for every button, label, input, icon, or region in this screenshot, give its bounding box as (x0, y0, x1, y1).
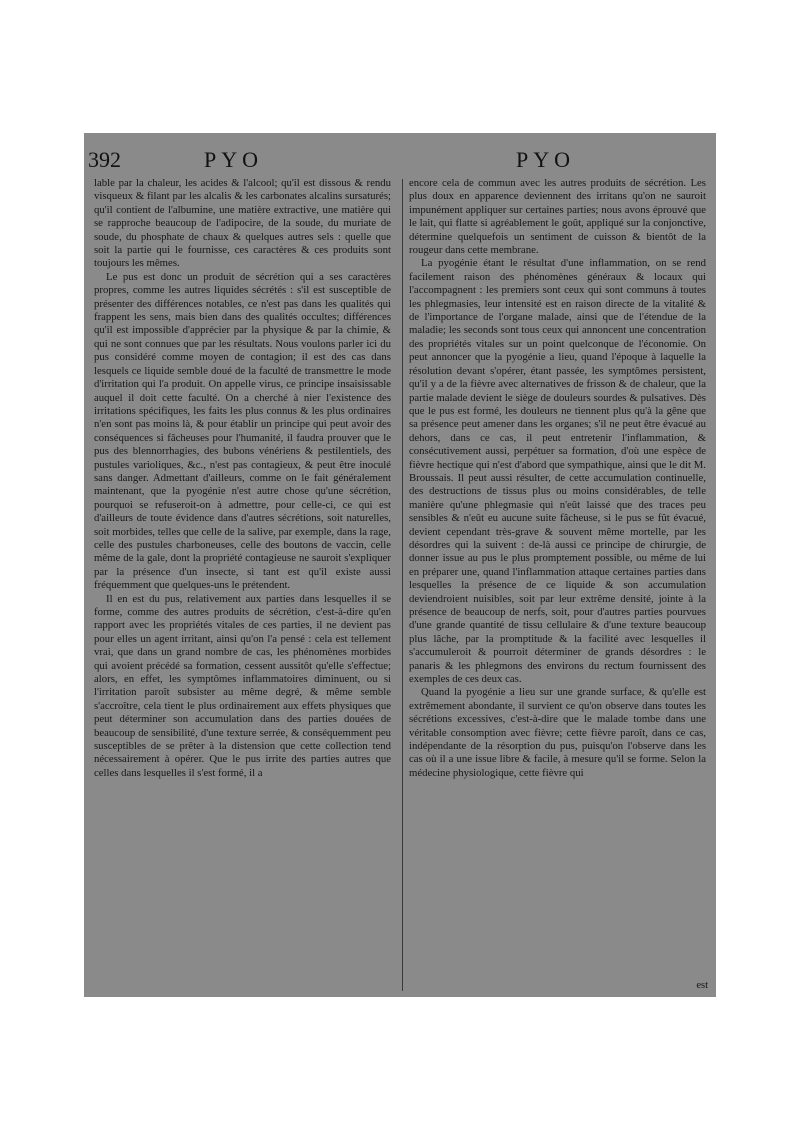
paragraph: Il en est du pus, relativement aux parties dans lesquelles il se forme, comme des autres produits de sécrétion, c'est-à-dire qu'en rapport avec les propriétés vitales de ces parties, il ne devient pas pour elles un agent irritant, ainsi qu'on l'a pensé : cela est tellement vrai, que dans un grand nombre de cas, les phénomènes morbides qui avoient précédé sa formation, cessent aussitôt qu'elle s'effectue; alors, en effet, les symptômes inflammatoires diminuent, ou si l'irritation paroît subsister au même degré, & même semble s'accroître, cela tient le plus ordinairement aux effets physiques que peut déterminer son accumulation dans des parties douées de beaucoup de sensibilité, d'une texture serrée, & conséquemment peu susceptibles de se prêter à la distension que cette collection tend nécessairement à opérer. Que le pus irrite des parties autres que celles dans lesquelles il s'est formé, il a (94, 592, 391, 779)
left-column (94, 177, 391, 989)
paragraph: encore cela de commun avec les autres produits de sécrétion. Les plus doux en apparence deviennent des irritans qu'on ne sauroit impunément appliquer sur certaines parties; nous avons éprouvé que le lait, qui flatte si agréablement le goût, appliqué sur la conjonctive, détermine quelquefois un sentiment de cuisson & bientôt de la rougeur dans cette membrane. (409, 177, 706, 257)
running-head-right: PYO (516, 147, 576, 172)
column-divider (402, 179, 403, 991)
paragraph: lable par la chaleur, les acides & l'alcool; qu'il est dissous & rendu visqueux & filant par les alcalis & les carbonates alcalins sursaturés; qu'il contient de l'albumine, une matière extractive, une matière qui se rapproche beaucoup de l'adipocire, de la soude, du muriate de soude, du phosphate de chaux & quelques autres sels : quelle que soit la partie qui le fournisse, ces caractères & ces produits sont toujours les mêmes. (94, 177, 391, 270)
page-header (84, 147, 716, 175)
paragraph: La pyogénie étant le résultat d'une inflammation, on se rend facilement raison des phénomènes généraux & locaux qui l'accompagnent : les premiers sont ceux qui sont communs à toutes les phlegmasies, leur intensité est en raison directe de la vitalité & de l'importance de l'organe malade, ainsi que de l'étendue de la maladie; les seconds sont tous ceux qui annoncent une concentration des propriétés vitales sur un point quelconque de l'économie. On peut annoncer que la pyogénie a lieu, quand l'époque à laquelle la résolution devant s'opérer, étant passée, les symptômes persistent, qu'il y a de la fièvre avec alternatives de frisson & de chaleur, que la partie malade devient le siège de douleurs sourdes & pulsatives. Dès que le pus est formé, les douleurs ne tiennent plus qu'à la gêne que sa présence peut amener dans les organes; s'il ne peut être évacué au dehors, dans ce cas, il peut entretenir l'inflammation, & consécutivement aussi, perpétuer sa formation, d'où une espèce de fièvre hectique qui n'est d'abord que sympathique, ainsi que le dit M. Broussais. Il peut aussi résulter, de cette accumulation continuelle, des destructions de tissus plus ou moins considérables, de telle manière qu'une phlegmasie qui n'eût laissé que des traces peu sensibles & n'eût eu aucune suite fâcheuse, si le pus se fût évacué, devient cependant très-grave & souvent même mortelle, par les désordres qui la suivent : de-là aussi ce principe de chirurgie, de donner issue au pus le plus promptement possible, ou même de lui en préparer une, quand l'inflammation attaque certaines parties dans lesquelles la présence de ce liquide & son accumulation deviendroient nuisibles, soit par leur extrême densité, jointe à la présence de beaucoup de nerfs, soit, pour d'autres parties pourvues d'une grande quantité de tissu cellulaire & d'une texture beaucoup plus lâche, par la promptitude & la facilité avec lesquelles il s'accumuleroit & pourroit déterminer de grands désordres : le panaris & les phlegmons des environs du rectum fournissent des exemples de ces deux cas. (409, 257, 706, 686)
catchword: est (696, 980, 708, 991)
paragraph: Le pus est donc un produit de sécrétion qui a ses caractères propres, comme les autres liquides sécrétés : s'il est susceptible de présenter des différences notables, ce n'est pas dans les qualités qui frappent les sens, mais bien dans des qualités occultes; différences qu'il est impossible d'apprécier par la physique & par la chimie, & qui ne sont connues que par les résultats. Nous voulons parler ici du pus considéré comme moyen de contagion; il est des cas dans lesquels ce liquide semble doué de la faculté de transmettre le mode d'irritation qui l'a produit. On appelle virus, ce principe insaisissable auquel il doit cette faculté. On a cherché à nier l'existence des irritations spécifiques, les faits les plus connus & les plus ordinaires n'en sont pas moins là, & pour établir un principe qui peut avoir des conséquences si fâcheuses pour l'humanité, il faudra prouver que le pus des blennorrhagies, des bubons vénériens & pestilentiels, des pustules varioliques, &c., n'est pas contagieux, & peut être inoculé sans danger. Admettant d'ailleurs, comme on le fait généralement maintenant, que la pyogénie n'est autre chose qu'une sécrétion, pourquoi se refuseroit-on à admettre, pour celle-ci, ce qui est d'ailleurs de toute évidence dans d'autres sécrétions, soit naturelles, soit morbides, telles que celle de la salive, par exemple, dans la rage, celle des pustules charboneuses, celle des boutons de vaccin, celle même de la gale, dont la propriété contagieuse ne sauroit s'expliquer par la présence d'un insecte, si tant est qu'il existe aussi fréquemment que quelques-uns le prétendent. (94, 270, 391, 592)
running-head-left: PYO (204, 147, 264, 172)
page-number: 392 (88, 147, 121, 172)
paragraph: Quand la pyogénie a lieu sur une grande surface, & qu'elle est extrêmement abondante, il survient ce qu'on observe dans toutes les sécrétions excessives, c'est-à-dire que le malade tombe dans une véritable consomption avec fièvre; cette fièvre paroît, dans ce cas, indépendante de la résorption du pus, puisqu'on l'observe dans les cas où il a une issue libre & facile, à mesure qu'il se forme. Selon la médecine physiologique, cette fièvre qui (409, 686, 706, 779)
scanned-page (84, 133, 716, 997)
right-column (409, 177, 706, 989)
